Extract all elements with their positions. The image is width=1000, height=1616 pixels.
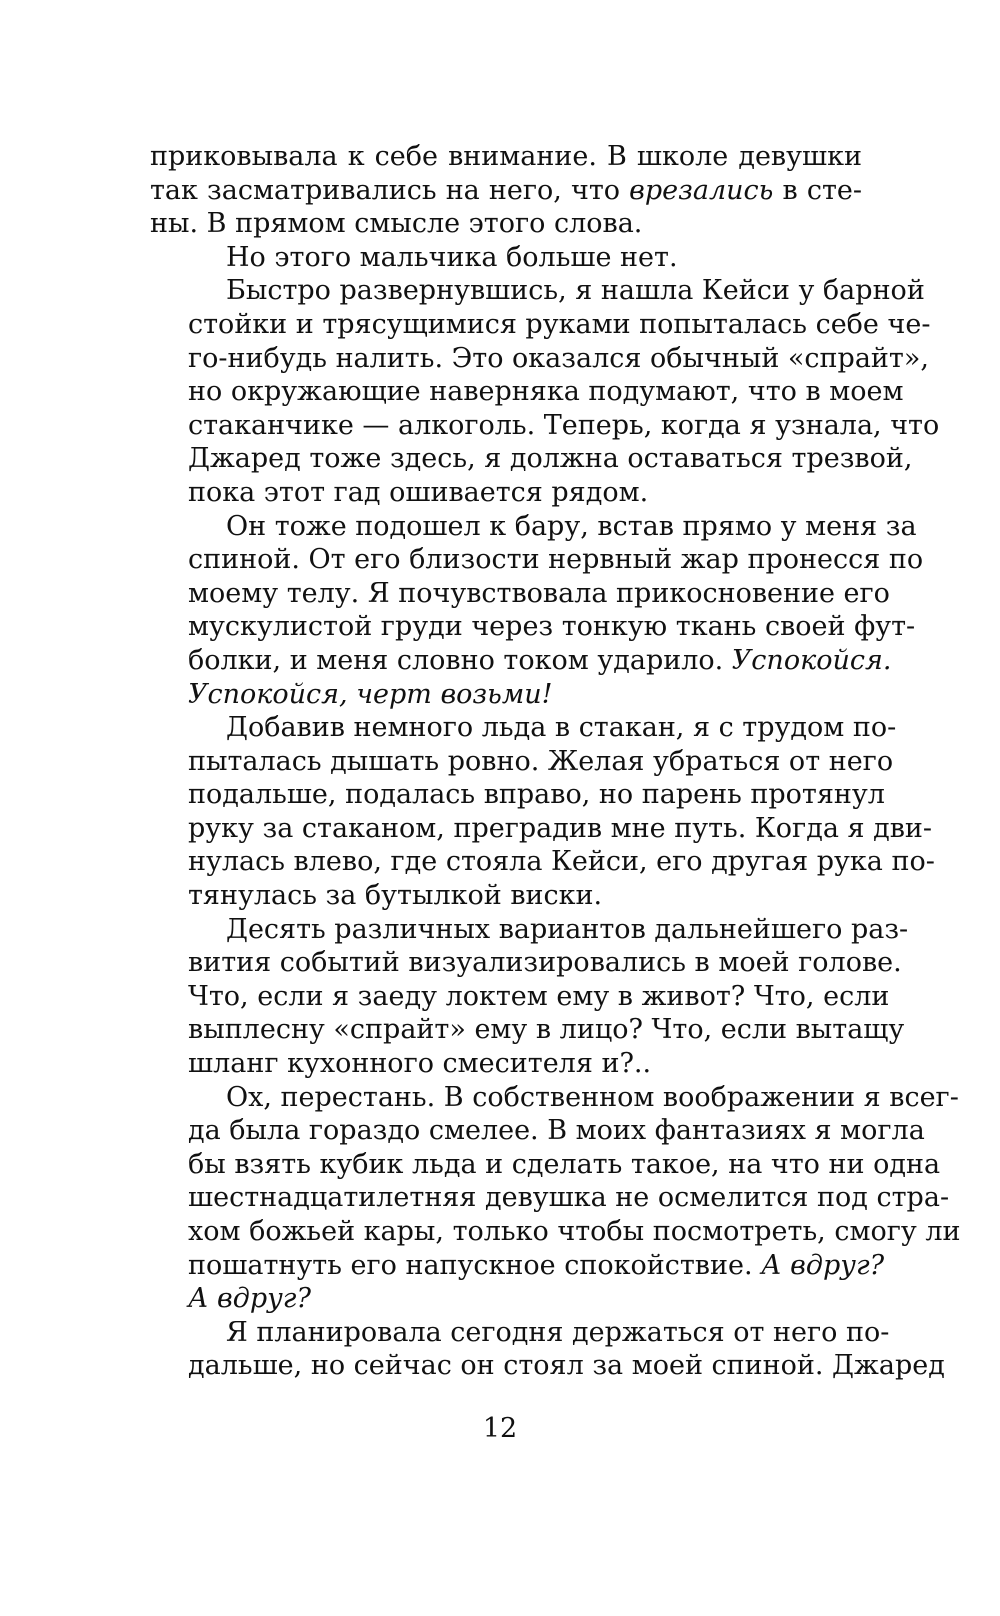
text-line: стойки и трясущимися руками попыталась себе че- xyxy=(188,308,931,340)
text-line: Что, если я заеду локтем ему в живот? Что, если xyxy=(188,980,890,1012)
text-line: пошатнуть его напускное спокойствие. А вдруг? xyxy=(188,1249,885,1281)
text-line: но окружающие наверняка подумают, что в моем xyxy=(188,376,904,408)
italic-text: А вдруг? xyxy=(188,1283,311,1315)
paragraph xyxy=(150,241,862,275)
paragraph xyxy=(150,913,909,1081)
text-line xyxy=(150,678,862,712)
italic-text: А вдруг? xyxy=(761,1249,885,1281)
paragraph xyxy=(150,510,924,712)
paragraph xyxy=(150,140,862,241)
text-line: бы взять кубик льда и сделать такое, на что ни одна xyxy=(188,1148,941,1180)
text-line: Быстро развернувшись, я нашла Кейси у барной xyxy=(226,275,925,307)
text-line: хом божьей кары, только чтобы посмотреть, смогу ли xyxy=(188,1216,961,1247)
text-line: шланг кухонного смесителя и?.. xyxy=(188,1048,652,1080)
text-line: моему телу. Я почувствовала прикосновение его xyxy=(188,577,890,609)
italic-text: Успокойся. xyxy=(731,644,892,676)
text-line: болки, и меня словно током ударило. Успокойся. xyxy=(188,644,892,676)
text-line: шестнадцатилетняя девушка не осмелится под стра- xyxy=(188,1182,950,1214)
paragraph xyxy=(150,274,940,509)
paragraph xyxy=(150,1316,945,1383)
text-line: стаканчике — алкоголь. Теперь, когда я узнала, что xyxy=(188,409,940,441)
page-number: 12 xyxy=(482,1413,518,1444)
text-line: мускулистой груди через тонкую ткань своей фут- xyxy=(188,611,916,643)
text-line: нулась влево, где стояла Кейси, его другая рука по- xyxy=(188,846,935,878)
text-line: Но этого мальчика больше нет. xyxy=(226,241,678,273)
body-text xyxy=(150,140,961,1383)
text-line: Он тоже подошел к бару, встав прямо у меня за xyxy=(226,510,917,542)
text-line: тянулась за бутылкой виски. xyxy=(188,880,603,912)
text-line: выплесну «спрайт» ему в лицо? Что, если вытащу xyxy=(188,1014,905,1046)
text-line: дальше, но сейчас он стоял за моей спиной. Джаред xyxy=(188,1350,945,1382)
text-line: Ох, перестань. В собственном воображении я всег- xyxy=(226,1081,959,1113)
text-line: так засматривались на него, что врезались в сте- xyxy=(150,174,862,206)
text-line: го-нибудь налить. Это оказался обычный «спрайт», xyxy=(188,342,929,374)
text-line: пыталась дышать ровно. Желая убраться от него xyxy=(188,745,894,777)
text-line: Джаред тоже здесь, я должна оставаться трезвой, xyxy=(188,443,913,475)
text-line: спиной. От его близости нервный жар пронесся по xyxy=(188,544,924,576)
text-line: пока этот гад ошивается рядом. xyxy=(188,476,649,508)
text-line: Добавив немного льда в стакан, я с трудом по- xyxy=(226,712,897,744)
paragraph xyxy=(150,711,935,913)
text-line: Десять различных вариантов дальнейшего раз- xyxy=(226,913,909,945)
text-line: руку за стаканом, преградив мне путь. Когда я дви- xyxy=(188,812,933,844)
text-line: вития событий визуализировались в моей голове. xyxy=(188,947,902,979)
text-line xyxy=(150,1282,862,1316)
text-line: да была гораздо смелее. В моих фантазиях я могла xyxy=(188,1115,925,1147)
text-line: Я планировала сегодня держаться от него по- xyxy=(226,1316,890,1348)
italic-text: врезались xyxy=(629,174,774,206)
paragraph xyxy=(150,1081,961,1316)
text-line: подальше, подалась вправо, но парень протянул xyxy=(188,779,885,811)
italic-text: Успокойся, черт возьми! xyxy=(188,678,553,710)
text-line: ны. В прямом смысле этого слова. xyxy=(150,208,643,240)
text-line: приковывала к себе внимание. В школе девушки xyxy=(150,141,862,172)
